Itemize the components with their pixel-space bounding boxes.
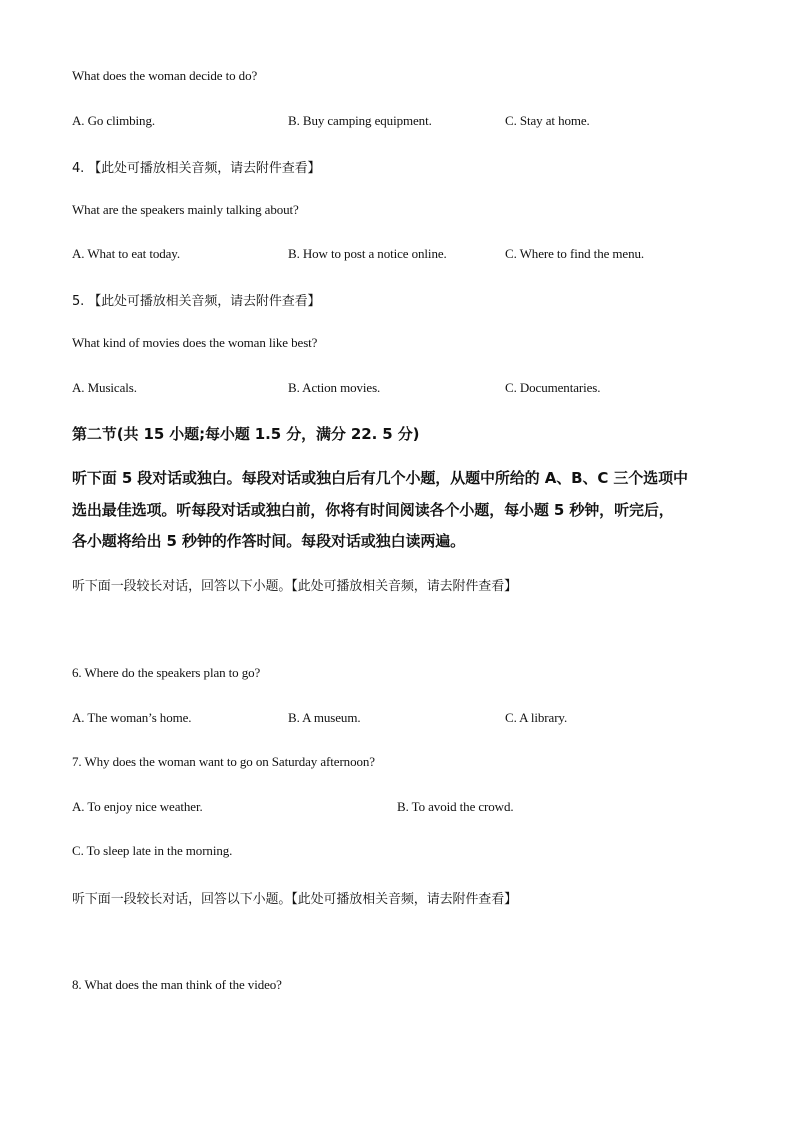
- q5-option-a: A. Musicals.: [72, 380, 137, 395]
- q4-option-a: A. What to eat today.: [72, 246, 181, 261]
- section-heading: 第二节(共 15 小题;每小题 1.5 分，满分 22. 5 分): [72, 425, 420, 443]
- q7-option-b: B. To avoid the crowd.: [397, 799, 514, 814]
- q4-option-b: B. How to post a notice online.: [288, 246, 447, 261]
- q3-option-b: B. Buy camping equipment.: [288, 113, 432, 128]
- q6-option-b: B. A museum.: [288, 710, 361, 725]
- q6-question: 6. Where do the speakers plan to go?: [72, 665, 261, 680]
- q4-option-c: C. Where to find the menu.: [505, 246, 645, 261]
- q7-option-a: A. To enjoy nice weather.: [72, 799, 203, 814]
- q6-option-c: C. A library.: [505, 710, 568, 725]
- q5-question: What kind of movies does the woman like best?: [72, 335, 318, 350]
- instructions-line-2: 选出最佳选项。听每段对话或独白前，你将有时间阅读各个小题，每小题 5 秒钟，听完后，: [72, 501, 674, 519]
- q3-option-c: C. Stay at home.: [505, 113, 590, 128]
- q4-audio-note: 4. 【此处可播放相关音频，请去附件查看】: [72, 161, 321, 176]
- instructions-line-1: 听下面 5 段对话或独白。每段对话或独白后有几个小题，从题中所给的 A、B、C 三个选项中: [72, 469, 688, 487]
- q6-option-a: A. The woman’s home.: [72, 710, 192, 725]
- instructions-line-3: 各小题将给出 5 秒钟的作答时间。每段对话或独白读两遍。: [72, 532, 466, 550]
- q5-option-b: B. Action movies.: [288, 380, 381, 395]
- q8-question: 8. What does the man think of the video?: [72, 977, 282, 992]
- q7-option-c: C. To sleep late in the morning.: [72, 843, 233, 858]
- q5-audio-note: 5. 【此处可播放相关音频，请去附件查看】: [72, 294, 321, 309]
- dialogue-note-1: 听下面一段较长对话，回答以下小题。【此处可播放相关音频，请去附件查看】: [72, 579, 518, 594]
- q7-question: 7. Why does the woman want to go on Saturday afternoon?: [72, 754, 375, 769]
- q3-option-a: A. Go climbing.: [72, 113, 155, 128]
- dialogue-note-2: 听下面一段较长对话，回答以下小题。【此处可播放相关音频，请去附件查看】: [72, 892, 518, 907]
- q3-question: What does the woman decide to do?: [72, 68, 258, 83]
- q5-option-c: C. Documentaries.: [505, 380, 601, 395]
- q4-question: What are the speakers mainly talking about?: [72, 202, 299, 217]
